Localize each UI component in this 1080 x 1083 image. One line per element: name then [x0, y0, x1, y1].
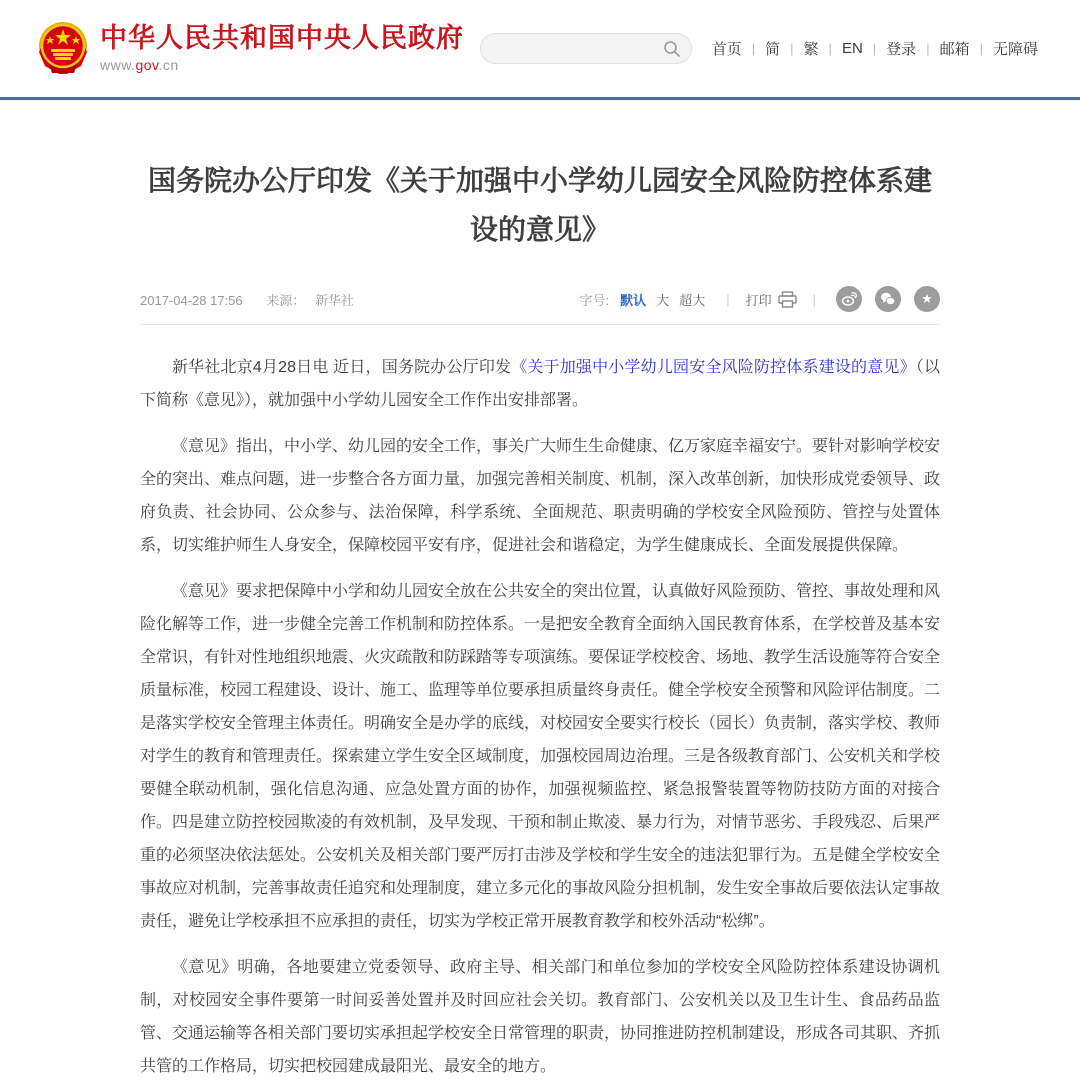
site-header: [0, 0, 1080, 100]
article-paragraph: 《意见》要求把保障中小学和幼儿园安全放在公共安全的突出位置，认真做好风险预防、管控、事故处理和风险化解等工作，进一步健全完善工作机制和防控体系。一是把安全教育全面纳入国民教育体系，在学校普及基本安全常识，有针对性地组织地震、火灾疏散和防踩踏等专项演练。要保证学校校舍、场地、教学生活设施等符合安全质量标准，校园工程建设、设计、施工、监理等单位要承担质量终身责任。健全学校安全预警和风险评估制度。二是落实学校安全管理主体责任。明确安全是办学的底线，对校园安全要实行校长（园长）负责制，落实学校、教师对学生的教育和管理责任。探索建立学生安全区域制度，加强校园周边治理。三是各级教育部门、公安机关和学校要健全联动机制，强化信息沟通、应急处置方面的协作，加强视频监控、紧急报警装置等物防技防方面的对接合作。四是建立防控校园欺凌的有效机制，及早发现、干预和制止欺凌、暴力行为，对情节恶劣、手段残忍、后果严重的必须坚决依法惩处。公安机关及相关部门要严厉打击涉及学校和学生安全的违法犯罪行为。五是健全学校安全事故应对机制，完善事故责任追究和处理制度，建立多元化的事故风险分担机制，发生安全事故后要依法认定事故责任，避免让学校承担不应承担的责任，切实为学校正常开展教育教学和校外活动“松绑”。: [140, 583, 941, 930]
article-meta-right: [580, 286, 940, 312]
paragraph1-text: 新华社北京4月28日电 近日，国务院办公厅印发: [172, 359, 512, 376]
weibo-icon: [841, 291, 857, 307]
font-size-large-button[interactable]: 大: [656, 292, 670, 308]
opinion-document-link[interactable]: 《关于加强中小学幼儿园安全风险防控体系建设的意见》: [511, 359, 916, 376]
nav-separator: |: [872, 41, 877, 56]
top-nav: [710, 38, 1040, 59]
article-paragraph: [140, 351, 940, 417]
nav-login-link[interactable]: 登录: [886, 41, 917, 58]
national-emblem-icon[interactable]: [38, 21, 88, 77]
source-name: 新华社: [314, 292, 354, 308]
site-url-www: www.: [100, 57, 136, 74]
article-paragraph: 《意见》明确，各地要建立党委领导、政府主导、相关部门和单位参加的学校安全风险防控体系建设协调机制，对校园安全事件要第一时间妥善处置并及时回应社会关切。教育部门、公安机关以及卫生计生、食品药品监管、交通运输等各相关部门要切实承担起学校安全日常管理的职责，协同推进防控机制建设，形成各司其职、齐抓共管的工作格局，切实把校园建成最阳光、最安全的地方。: [140, 959, 941, 1075]
share-buttons: [836, 286, 940, 312]
nav-separator: |: [979, 41, 983, 56]
article-paragraph: 《意见》指出，中小学、幼儿园的安全工作，事关广大师生生命健康、亿万家庭幸福安宁。要针对影响学校安全的突出、难点问题，进一步整合各方面力量，加强完善相关制度、机制，深入改革创新，加快形成党委领导、政府负责、社会协同、公众参与、法治保障，科学系统、全面规范、职责明确的学校安全风险预防、管控与处置体系，切实维护师生人身安全，保障校园平安有序，促进社会和谐稳定，为学生健康成长、全面发展提供保障。: [140, 438, 941, 554]
source-label: 来源：: [266, 292, 306, 308]
nav-accessibility-link[interactable]: 无障碍: [992, 41, 1038, 58]
paragraph1-text: （以下简称《意见》），就加强中小学幼儿园安全工作作出安排部署。: [140, 359, 940, 409]
print-label: 打印: [745, 292, 772, 308]
print-button[interactable]: [746, 290, 797, 309]
nav-separator: |: [751, 41, 756, 56]
header-search: [480, 33, 692, 64]
article-container: [140, 156, 940, 1083]
nav-simplified-link[interactable]: 简: [765, 41, 781, 58]
nav-separator: |: [828, 41, 832, 56]
nav-traditional-link[interactable]: 繁: [803, 41, 819, 58]
article-meta-bar: [140, 286, 940, 325]
share-favorite-button[interactable]: [914, 286, 940, 312]
nav-separator: |: [926, 41, 930, 56]
nav-home-link[interactable]: 首页: [711, 41, 742, 58]
article-meta-left: [140, 290, 360, 309]
star-icon: ★: [921, 291, 933, 306]
search-button[interactable]: [660, 37, 684, 61]
site-url-cn: .cn: [158, 57, 179, 74]
meta-separator: |: [812, 291, 816, 307]
font-size-default-button[interactable]: 默认: [620, 292, 647, 308]
search-icon: [663, 40, 681, 58]
meta-separator: |: [726, 291, 730, 307]
nav-separator: |: [790, 41, 794, 56]
site-url-gov: gov: [135, 57, 159, 74]
article-body: [140, 351, 940, 1083]
site-brand: [38, 21, 464, 77]
publish-datetime: 2017-04-28 17:56: [140, 292, 243, 308]
font-size-xlarge-button[interactable]: 超大: [679, 292, 706, 308]
share-wechat-button[interactable]: [875, 286, 901, 312]
font-size-label: 字号:: [579, 292, 610, 308]
wechat-icon: [880, 291, 896, 307]
nav-english-link[interactable]: EN: [841, 40, 863, 57]
share-weibo-button[interactable]: [836, 286, 862, 312]
site-url[interactable]: [100, 57, 464, 73]
site-title[interactable]: 中华人民共和国中央人民政府: [100, 22, 464, 53]
nav-mail-link[interactable]: 邮箱: [939, 41, 970, 58]
printer-icon: [778, 291, 797, 308]
article-title: 国务院办公厅印发《关于加强中小学幼儿园安全风险防控体系建设的意见》: [147, 165, 932, 245]
